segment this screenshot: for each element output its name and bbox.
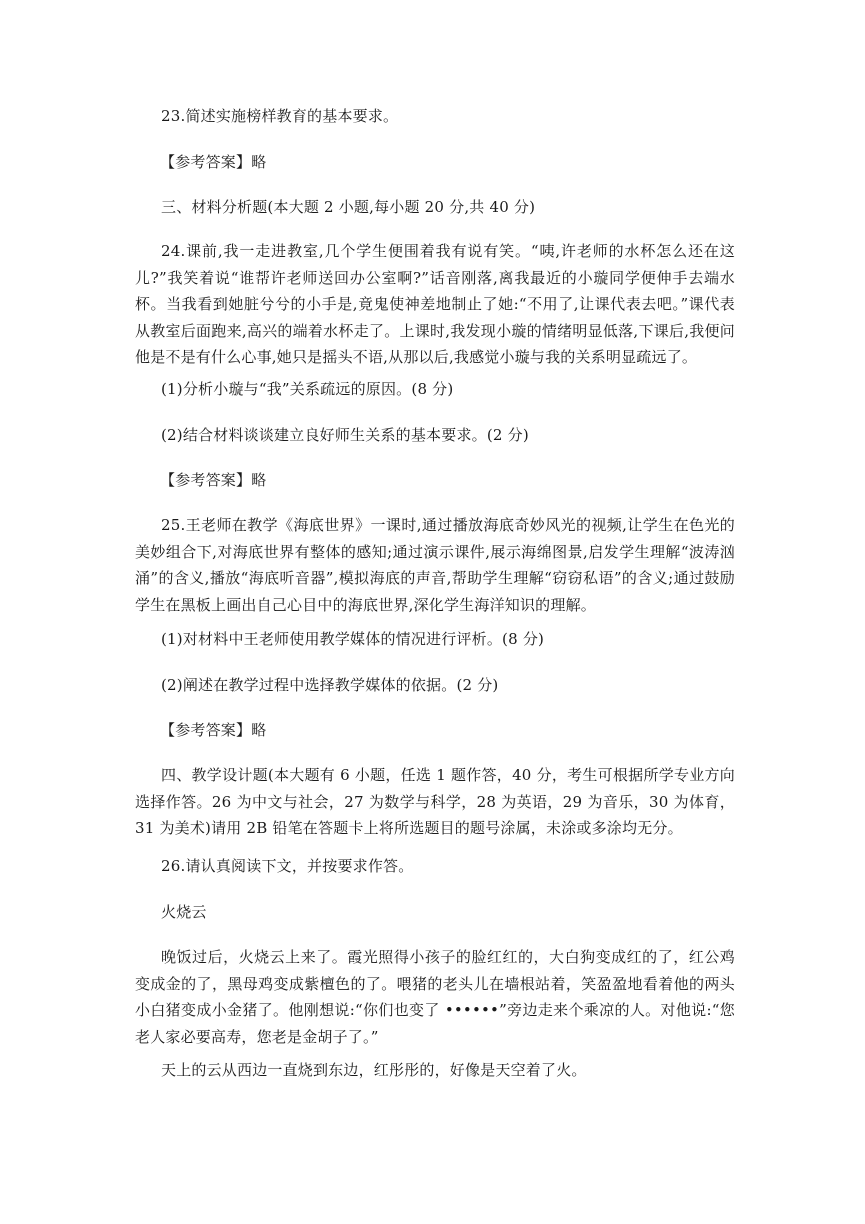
section-4-heading: 四、教学设计题(本大题有 6 小题，任选 1 题作答，40 分，考生可根据所学专业方向选择作答。26 为中文与社会，27 为数学与科学，28 为英语，29 为音乐，30 为体育，31 为美术)请用 2B 铅笔在答题卡上将所选题目的题号涂属，未涂或多涂均无分。: [135, 766, 735, 837]
question-26-prompt: 26.请认真阅读下文，并按要求作答。: [161, 857, 414, 875]
passage-title: 火烧云: [161, 903, 207, 921]
passage-paragraph-2: 天上的云从西边一直烧到东边，红彤彤的，好像是天空着了火。: [161, 1061, 587, 1079]
question-24-sub-2: (2)结合材料谈谈建立良好师生关系的基本要求。(2 分): [161, 426, 529, 444]
answer-25: 【参考答案】略: [160, 721, 267, 739]
answer-24: 【参考答案】略: [160, 471, 267, 489]
passage-paragraph-1: 晚饭过后，火烧云上来了。霞光照得小孩子的脸红红的，大白狗变成红的了，红公鸡变成金的了，黑母鸡变成紫檀色的了。喂猪的老头儿在墙根站着，笑盈盈地看着他的两头小白猪变成小金猪了。他刚想说:“你们也变了 ••••••”旁边走来个乘凉的人。对他说:“您老人家必要高寿，您老是金胡子了。”: [135, 948, 735, 1046]
question-25-sub-2: (2)阐述在教学过程中选择教学媒体的依据。(2 分): [161, 676, 499, 694]
question-23: 23.简述实施榜样教育的基本要求。: [161, 107, 399, 125]
question-25-material: 25.王老师在教学《海底世界》一课时,通过播放海底奇妙风光的视频,让学生在色光的美妙组合下,对海底世界有整体的感知;通过演示课件,展示海绵图景,启发学生理解“波涛汹涌”的含义,播放“海底听音器”,模拟海底的声音,帮助学生理解“窃窃私语”的含义;通过鼓励学生在黑板上画出自己心目中的海底世界,深化学生海洋知识的理解。: [135, 516, 735, 614]
question-25-sub-1: (1)对材料中王老师使用教学媒体的情况进行评析。(8 分): [161, 630, 545, 648]
answer-23: 【参考答案】略: [160, 153, 267, 171]
question-24-material: 24.课前,我一走进教室,几个学生便围着我有说有笑。“咦,许老师的水杯怎么还在这儿?”我笑着说“谁帮许老师送回办公室啊?”话音刚落,离我最近的小璇同学便伸手去端水杯。当我看到她脏兮兮的小手是,竟鬼使神差地制止了她:“不用了,让课代表去吧。”课代表从教室后面跑来,高兴的端着水杯走了。上课时,我发现小璇的情绪明显低落,下课后,我便问他是不是有什么心事,她只是摇头不语,从那以后,我感觉小璇与我的关系明显疏远了。: [135, 242, 735, 366]
question-24-sub-1: (1)分析小璇与“我”关系疏远的原因。(8 分): [161, 380, 454, 398]
section-3-heading: 三、材料分析题(本大题 2 小题,每小题 20 分,共 40 分): [161, 198, 536, 216]
